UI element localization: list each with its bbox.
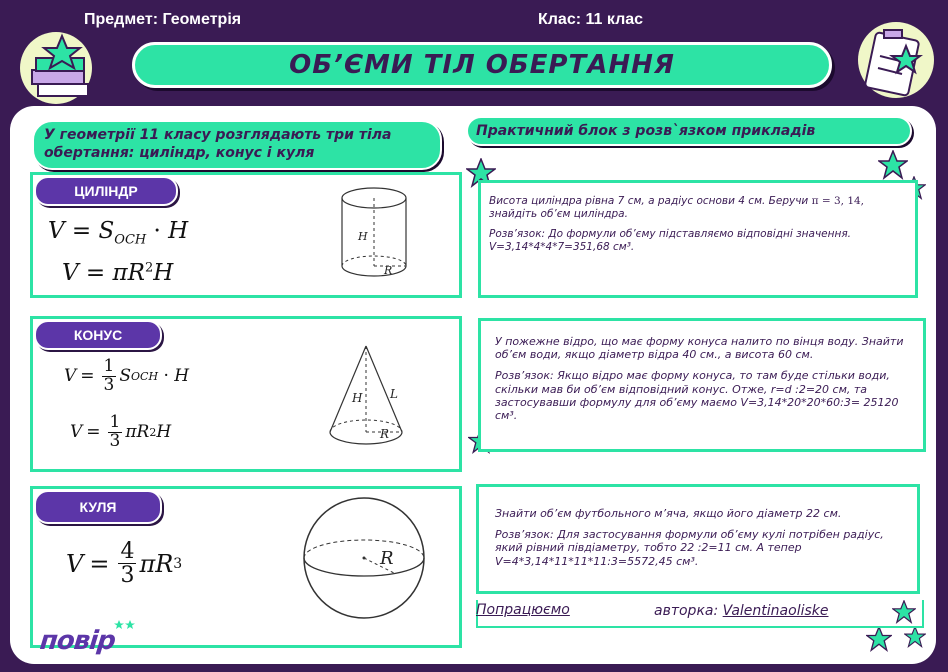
cone-slant-label: L <box>390 387 398 401</box>
problem-3-question: Знайти об’єм футбольного м’яча, якщо його діаметр 22 см. <box>495 507 842 520</box>
cone-formula-1: V = $\frac{1}{3}$ S OCH · H <box>64 356 190 395</box>
sphere-formula: V = $\frac{4}{3}$ πR 3 <box>66 539 183 589</box>
cylinder-formula-2: $V = \pi R^2H$ <box>62 260 174 286</box>
cylinder-radius-label: R <box>384 264 393 277</box>
intro-banner <box>32 120 442 170</box>
cylinder-formula-1: $V = S_{OCH} \cdot H$ <box>48 218 189 248</box>
problem-2-question: У пожежне відро, що має форму конуса налито по вінця воду. Знайти об’єм води, якщо діаметр відра 40 см., а висота 60 см. <box>495 335 904 362</box>
problem-3-answer: Розв’язок: Для застосування формули об’єму кулі потрібен радіус, який рівний півдіаметру, тобто 22 :2=11 см. А тепер V=4*3,14*11*11*11:3=5572,45 см³. <box>495 528 884 568</box>
problem-1-question-a: Висота циліндра рівна 7 см, а радіус основи 4 см. Беручи <box>489 195 809 207</box>
author-label: авторка: <box>654 603 719 619</box>
problem-card-1 <box>478 180 918 298</box>
practice-title: Практичний блок з розв`язком прикладів <box>476 123 816 139</box>
problem-card-3 <box>476 484 920 594</box>
subject-label: Предмет: Геометрія <box>84 11 242 28</box>
cone-radius-label: R <box>380 427 390 441</box>
page-title: ОБ’ЄМИ ТІЛ ОБЕРТАННЯ <box>289 50 675 80</box>
cone-formula-2: V = $\frac{1}{3}$ πR 2 H <box>70 412 172 451</box>
grade-label: Клас: 11 клас <box>538 11 644 28</box>
star-icon <box>904 626 926 648</box>
sphere-tag: КУЛЯ <box>34 490 162 524</box>
brand-logo: повір <box>38 626 117 656</box>
logo-stars-icon <box>114 620 136 630</box>
practice-title-banner <box>466 116 912 146</box>
cone-drawing <box>326 342 410 454</box>
cylinder-drawing <box>336 184 416 280</box>
cylinder-height-label: H <box>358 230 368 243</box>
author-line <box>654 603 828 619</box>
practice-link[interactable]: Попрацюємо <box>476 602 570 618</box>
star-icon <box>866 626 892 652</box>
author-name[interactable]: Valentinaoliske <box>722 603 829 619</box>
clipboard-badge-icon <box>852 16 936 104</box>
sphere-drawing <box>300 494 430 624</box>
books-badge-icon <box>16 28 98 106</box>
page-title-banner <box>132 42 832 88</box>
intro-text: У геометрії 11 класу розглядають три тіла обертання: циліндр, конус і куля <box>44 127 392 162</box>
sphere-radius-label: R <box>380 548 394 569</box>
problem-1-answer: Розв’язок: До формули об’єму підставляємо відповідні значення. V=3,14*4*4*7=351,68 см³. <box>489 228 852 253</box>
problem-1-question-b: знайдіть об’єм циліндра. <box>489 207 628 220</box>
cone-tag: КОНУС <box>34 320 162 350</box>
problem-card-2 <box>478 318 926 452</box>
problem-1-pi: π = 3, 14, <box>811 195 865 207</box>
cylinder-tag: ЦИЛІНДР <box>34 176 178 206</box>
cone-height-label: H <box>352 391 363 405</box>
problem-2-answer: Розв’язок: Якщо відро має форму конуса, то там буде стільки води, скільки мав би об’єм відповідний конус. Отже, r=d :2=20 см, та застосувавши формулу для об’єму маємо V=3,14*20*20*60:3= 25120 см³. <box>495 369 899 422</box>
